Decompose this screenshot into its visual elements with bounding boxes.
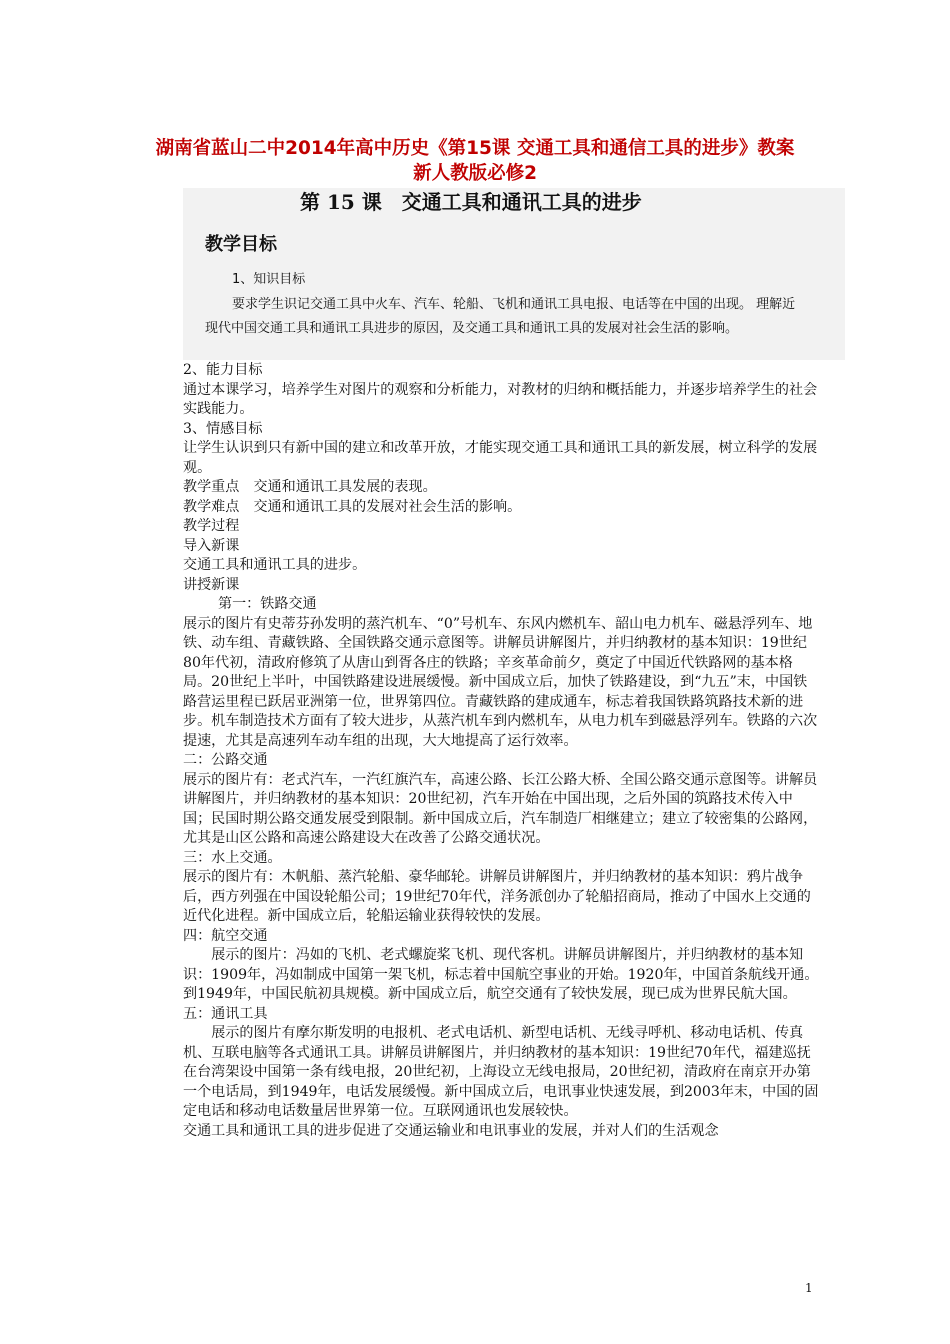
paragraph: 二：公路交通 [183, 752, 268, 768]
paragraph: 交通工具和通讯工具的进步促进了交通运输业和电讯事业的发展，并对人们的生活观念 [183, 1122, 719, 1139]
paragraph: 展示的图片有：老式汽车，一汽红旗汽车，高速公路、长江公路大桥、全国公路交通示意图等。讲解员讲解图片，并归纳教材的基本知识：20世纪初，汽车开始在中国出现，之后外国的筑路技术传入中国；民国时期公路交通发展受到限制。新中国成立后，汽车制造厂相继建立；建立了较密集的公路网，尤其是山区公路和高速公路建设大在改善了公路交通状况。 [183, 771, 818, 846]
paragraph: 展示的图片：冯如的飞机、老式螺旋桨飞机、现代客机。讲解员讲解图片，并归纳教材的基本知识：1909年，冯如制成中国第一架飞机，标志着中国航空事业的开始。1920年，中国首条航线开通。到1949年，中国民航初具规模。新中国成立后，航空交通有了较快发展，现已成为世界民航大国。 [183, 947, 819, 1002]
paragraph: 三：水上交通。 [183, 849, 282, 866]
paragraph: 教学难点 交通和通讯工具的发展对社会生活的影响。 [183, 498, 522, 515]
paragraph: 3、情感目标 [183, 420, 263, 437]
paragraph: 讲授新课 [183, 576, 240, 593]
paragraph: 教学过程 [183, 518, 240, 534]
section-title: 教学目标 [205, 234, 277, 255]
document-body [183, 361, 820, 1141]
lesson-title: 第 15 课 交通工具和通讯工具的进步 [300, 190, 642, 214]
paragraph: 展示的图片有：木帆船、蒸汽轮船、豪华邮轮。讲解员讲解图片，并归纳教材的基本知识：鸦片战争后，西方列强在中国设轮船公司；19世纪70年代，洋务派创办了轮船招商局，推动了中国水上交通的近代化进程。新中国成立后，轮船运输业获得较快的发展。 [183, 869, 811, 924]
knowledge-goal-text: 要求学生识记交通工具中火车、汽车、轮船、飞机和通讯工具电报、电话等在中国的出现。 理解近现代中国交通工具和通讯工具进步的原因，及交通工具和通讯工具的发展对社会生活的影响。 [205, 297, 796, 336]
paragraph: 教学重点 交通和通讯工具发展的表现。 [183, 479, 437, 495]
paragraph: 四：航空交通 [183, 927, 268, 944]
paragraph: 导入新课 [183, 537, 240, 554]
paragraph: 展示的图片有史蒂芬孙发明的蒸汽机车、“0”号机车、东风内燃机车、韶山电力机车、磁悬浮列车、地铁、动车组、青藏铁路、全国铁路交通示意图等。讲解员讲解图片，并归纳教材的基本知识：19世纪80年代初，清政府修筑了从唐山到胥各庄的铁路；辛亥革命前夕，奠定了中国近代铁路网的基本格局。20世纪上半叶，中国铁路建设进展缓慢。新中国成立后，加快了铁路建设，到“九五”末，中国铁路营运里程已跃居亚洲第一位，世界第四位。青藏铁路的建成通车，标志着我国铁路筑路技术新的进步。机车制造技术方面有了较大进步，从蒸汽机车到内燃机车，从电力机车到磁悬浮列车。铁路的六次提速，尤其是高速列车动车组的出现，大大地提高了运行效率。 [183, 615, 818, 749]
paragraph: 2、能力目标 [183, 362, 263, 378]
paragraph: 交通工具和通讯工具的进步。 [183, 557, 367, 573]
paragraph: 让学生认识到只有新中国的建立和改革开放，才能实现交通工具和通讯工具的新发展，树立科学的发展观。 [183, 440, 818, 476]
document-title: 湖南省蓝山二中2014年高中历史《第15课 交通工具和通信工具的进步》教案 新人教版必修2 [155, 138, 795, 184]
paragraph: 第一：铁路交通 [218, 596, 317, 612]
paragraph: 展示的图片有摩尔斯发明的电报机、老式电话机、新型电话机、无线寻呼机、移动电话机、传真机、互联电脑等各式通讯工具。讲解员讲解图片，并归纳教材的基本知识：19世纪70年代，福建巡抚在台湾架设中国第一条有线电报，20世纪初，上海设立无线电报局，20世纪初，清政府在南京开办第一个电话局，到1949年，电话发展缓慢。新中国成立后，电讯事业快速发展，到2003年末，中国的固定电话和移动电话数量居世界第一位。互联网通讯也发展较快。 [183, 1025, 819, 1119]
page-number: 1 [805, 1281, 813, 1295]
paragraph: 五：通讯工具 [183, 1005, 268, 1022]
paragraph: 通过本课学习，培养学生对图片的观察和分析能力，对教材的归纳和概括能力，并逐步培养学生的社会实践能力。 [183, 381, 818, 417]
knowledge-goal-heading: 1、知识目标 [232, 272, 306, 287]
